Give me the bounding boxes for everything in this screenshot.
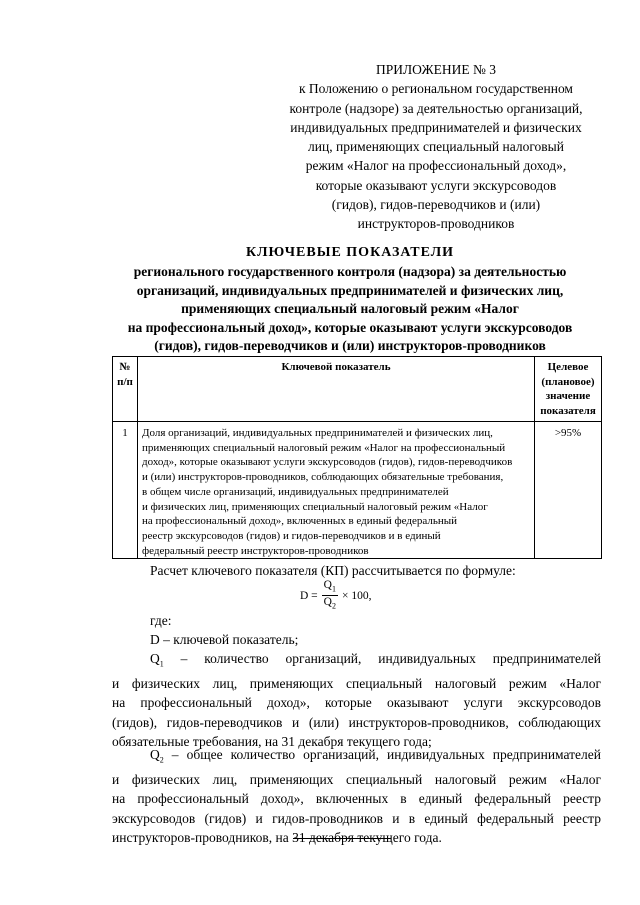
formula-fraction: [322, 579, 338, 613]
header-indicator: Ключевой показатель: [138, 357, 535, 422]
q1-definition: $Q_1$ – количество организаций, индивидуальных предпринимателей и физических лиц, применяющих специальный налоговый режим «Налог на профессиональный доход», которые оказывают услуги экскурсоводов (гидов), гидов-переводчиков и (или) инструкторов-проводников, соблюдающих обязательные требования, на 31 декабря текущего года;: [112, 651, 601, 749]
formula-numerator: $Q_1$: [322, 579, 338, 596]
title-subline: регионального государственного контроля (надзора) за деятельностью: [133, 264, 567, 279]
row-indicator: Доля организаций, индивидуальных предпринимателей и физических лиц, применяющих специальный налоговый режим «Налог на профессиональный доход», которые оказывают услуги экскурсоводов (гидов), гидов-переводчиков и (или) инструкторов-проводников, соблюдающих обязательные требования, в общем числе организаций, индивидуальных предпринимателей и физических лиц, применяющих специальный налоговый режим «Налог на профессиональный доход», включенных в единый федеральный реестр экскурсоводов (гидов) и гидов-переводчиков и в единый федеральный реестр инструкторов-проводников: [138, 422, 535, 559]
appendix-header: [270, 60, 602, 234]
title-subline: организаций, индивидуальных предпринимателей и физических лиц,: [136, 282, 564, 298]
appendix-line: (гидов), гидов-переводчиков и (или): [331, 197, 541, 213]
header-target: Целевое (плановое) значение показателя: [535, 357, 602, 422]
where-label: где:: [150, 613, 172, 628]
appendix-line: которые оказывают услуги экскурсоводов: [315, 177, 557, 193]
page-title: КЛЮЧЕВЫЕ ПОКАЗАТЕЛИ: [245, 245, 455, 260]
header-num: № п/п: [113, 357, 138, 422]
table-row: [113, 422, 602, 559]
formula: [300, 579, 371, 613]
appendix-line: к Положению о региональном государственном: [299, 81, 573, 97]
appendix-line: контроле (надзоре) за деятельностью организаций,: [289, 100, 583, 116]
kpi-table: [112, 356, 602, 559]
calc-intro: Расчет ключевого показателя (КП) рассчитывается по формуле:: [150, 563, 516, 578]
title-subline: применяющих специальный налоговый режим «Налог: [181, 301, 519, 317]
q1-first-line: $Q_1$ – количество организаций, индивидуальных предпринимателей: [150, 651, 601, 669]
title-subline: на профессиональный доход», которые оказывают услуги экскурсоводов: [127, 319, 573, 335]
appendix-title: ПРИЛОЖЕНИЕ № 3: [375, 62, 497, 77]
appendix-line: инструкторов-проводников: [357, 216, 515, 232]
closing-divider: [293, 838, 391, 839]
appendix-line: лиц, применяющих специальный налоговый: [308, 139, 564, 155]
formula-denominator: $Q_2$: [323, 596, 336, 611]
row-number: 1: [113, 422, 138, 559]
formula-lhs: D =: [300, 589, 318, 602]
appendix-line: индивидуальных предпринимателей и физических: [290, 119, 582, 135]
table-header-row: [113, 357, 602, 422]
d-definition: D – ключевой показатель;: [150, 632, 299, 647]
q2-definition: $Q_2$ – общее количество организаций, индивидуальных предпринимателей и физических лиц, применяющих специальный налоговый режим «Налог на профессиональный доход», включенных в единый федеральный реестр экскурсоводов (гидов) и гидов-проводников и в единый федеральный реестр инструкторов-проводников, на 31 декабря текущего года.: [112, 747, 601, 845]
row-target: >95%: [535, 422, 602, 559]
formula-rhs: × 100,: [341, 589, 372, 602]
title-subline: (гидов), гидов-переводчиков и (или) инструкторов-проводников: [154, 338, 546, 354]
appendix-line: режим «Налог на профессиональный доход»,: [305, 158, 567, 174]
q2-first-line: $Q_2$ – общее количество организаций, индивидуальных предпринимателей: [150, 747, 601, 765]
document-title: [60, 243, 640, 356]
